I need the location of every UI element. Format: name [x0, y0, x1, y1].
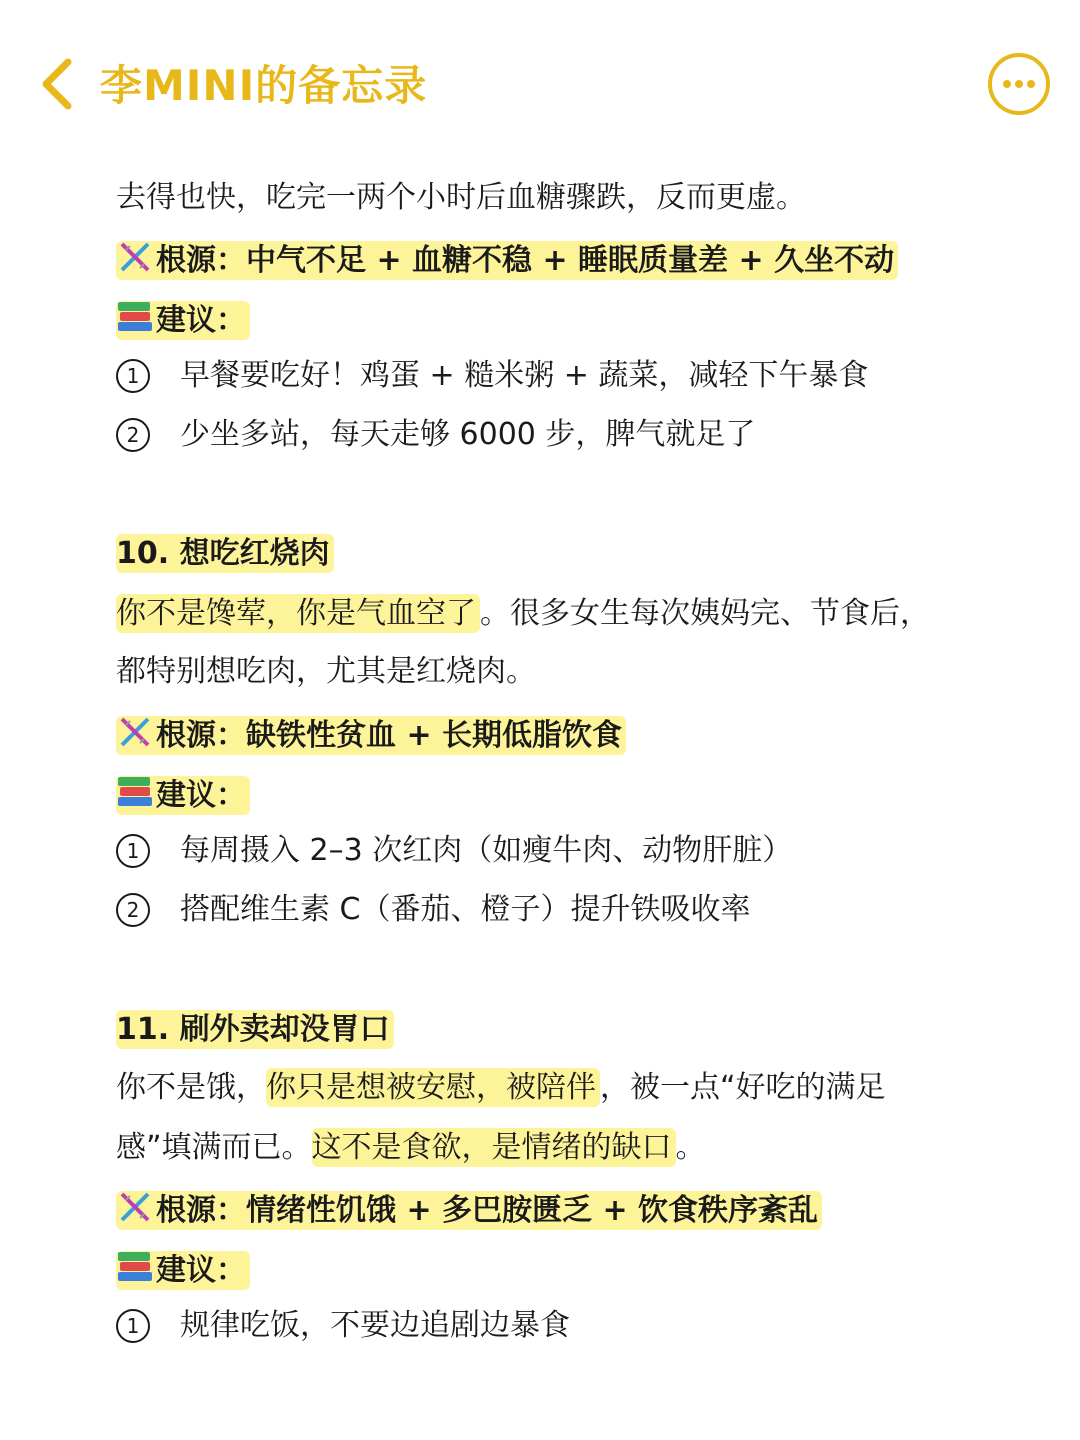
- more-dot: [1015, 80, 1023, 88]
- item-number: 1: [116, 1309, 150, 1343]
- item-number: 2: [116, 893, 150, 927]
- dna-icon: [116, 715, 154, 749]
- dna-icon: [116, 1190, 154, 1224]
- section10-desc-line2: [116, 652, 536, 692]
- section9-item-1: [116, 356, 868, 396]
- desc-c: 感”填满而已。: [116, 1130, 312, 1165]
- section10-item-1: [116, 831, 792, 871]
- more-dot: [1027, 80, 1035, 88]
- section10-root-text: 根源：缺铁性贫血 + 长期低脂饮食: [156, 718, 623, 753]
- app-header: [0, 0, 1080, 170]
- desc-text: 都特别想吃肉，尤其是红烧肉。: [116, 654, 536, 689]
- desc-rest: 。很多女生每次姨妈完、节食后，: [480, 596, 930, 631]
- desc-highlight: 你不是馋荤，你是气血空了: [116, 594, 480, 633]
- chevron-left-icon: [34, 56, 84, 112]
- desc-b: ，被一点“好吃的满足: [600, 1070, 886, 1105]
- item-text: 每周摄入 2–3 次红肉（如瘦牛肉、动物肝脏）: [180, 833, 793, 868]
- desc-highlight-2: 这不是食欲，是情绪的缺口: [312, 1128, 676, 1167]
- section9-root-text: 根源：中气不足 + 血糖不稳 + 睡眠质量差 + 久坐不动: [156, 243, 895, 278]
- more-horizontal-icon: [1003, 80, 1011, 88]
- section10-desc: [116, 594, 930, 634]
- section9-intro-text: 去得也快，吃完一两个小时后血糖骤跌，反而更虚。: [116, 180, 806, 215]
- page-title: 李MINI的备忘录: [100, 61, 428, 110]
- dna-icon: [116, 240, 154, 274]
- item-text: 少坐多站，每天走够 6000 步，脾气就足了: [180, 417, 756, 452]
- section9-advice-label: [116, 300, 250, 341]
- section9-advice-text: 建议：: [156, 303, 246, 338]
- back-button[interactable]: [34, 56, 84, 112]
- section9-item-2: [116, 415, 755, 455]
- section9-root: [116, 240, 898, 281]
- item-number: 2: [116, 418, 150, 452]
- item-text: 搭配维生素 C（番茄、橙子）提升铁吸收率: [180, 892, 751, 927]
- section10-advice-label: [116, 775, 250, 816]
- section-title: 11. 刷外卖却没胃口: [116, 1010, 394, 1049]
- section10-root: [116, 715, 626, 756]
- section10-item-2: [116, 890, 750, 930]
- section11-title: [116, 1010, 394, 1050]
- section11-root-text: 根源：情绪性饥饿 + 多巴胺匮乏 + 饮食秩序紊乱: [156, 1193, 819, 1228]
- item-number: 1: [116, 834, 150, 868]
- section11-root: [116, 1190, 822, 1231]
- item-text: 规律吃饭，不要边追剧边暴食: [180, 1308, 570, 1343]
- more-button[interactable]: [988, 53, 1050, 115]
- section11-advice-text: 建议：: [156, 1253, 246, 1288]
- item-text: 早餐要吃好！鸡蛋 + 糙米粥 + 蔬菜，减轻下午暴食: [180, 358, 869, 393]
- books-icon: [116, 1250, 154, 1284]
- item-number: 1: [116, 359, 150, 393]
- section11-item-1: [116, 1306, 570, 1346]
- desc-a: 你不是饿，: [116, 1070, 266, 1105]
- desc-highlight-1: 你只是想被安慰，被陪伴: [266, 1068, 600, 1107]
- section9-intro: [116, 178, 806, 218]
- desc-d: 。: [675, 1130, 706, 1165]
- section11-desc-line2: [116, 1128, 706, 1168]
- section-title: 10. 想吃红烧肉: [116, 534, 334, 573]
- section11-advice-label: [116, 1250, 250, 1291]
- books-icon: [116, 775, 154, 809]
- section11-desc: [116, 1068, 886, 1108]
- books-icon: [116, 300, 154, 334]
- section10-title: [116, 534, 334, 574]
- section10-advice-text: 建议：: [156, 778, 246, 813]
